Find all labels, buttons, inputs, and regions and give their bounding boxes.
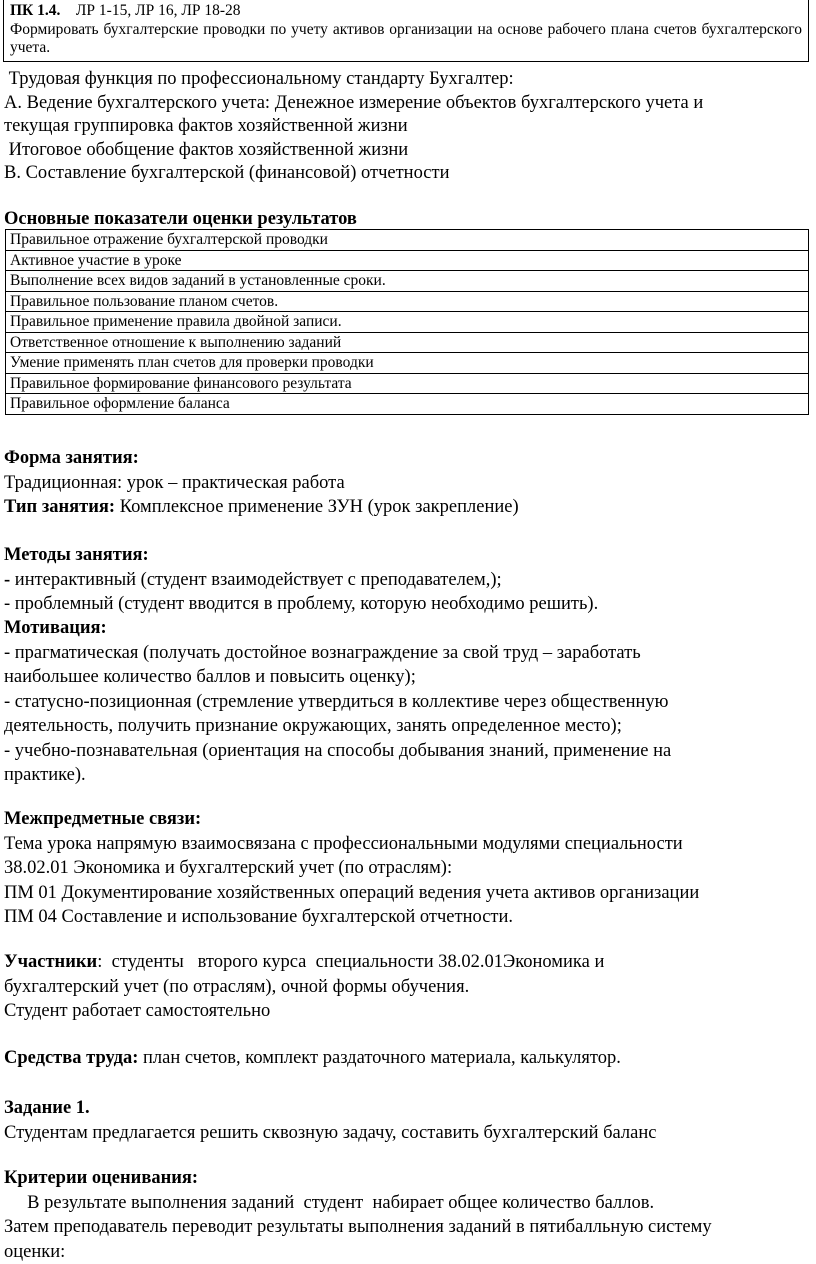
motivation-line: - прагматическая (получать достойное вознаграждение за свой труд – заработать [4,642,641,663]
lesson-form-value: Традиционная: урок – практическая работа [4,472,345,493]
lesson-type-line [4,495,814,520]
lesson-type-value: Комплексное применение ЗУН (урок закрепление) [115,497,519,517]
labor-function-line: Трудовая функция по профессиональному стандарту Бухгалтер: [4,69,514,89]
criteria-line: В результате выполнения заданий студент набирает общее количество баллов. [4,1192,655,1213]
motivation-line: практике). [4,765,86,785]
table-row [6,291,809,312]
participants-label: Участники [4,952,98,972]
participants-line [4,950,814,975]
criteria-line: Затем преподаватель переводит результаты выполнения заданий в пятибалльную систему [4,1217,712,1237]
tools-label: Средства труда: [4,1048,139,1068]
participants-line: Студент работает самостоятельно [4,1001,271,1021]
pk-box [3,0,809,62]
labor-function-line: Итоговое обобщение фактов хозяйственной жизни [4,139,409,160]
interdisciplinary-line: ПМ 01 Документирование хозяйственных операций ведения учета активов организации [4,882,700,903]
criteria-section [4,1166,814,1264]
tools-section [4,1046,814,1071]
table-cell: Правильное оформление баланса [6,394,809,415]
interdisciplinary-section [4,807,814,930]
motivation-section [4,616,814,788]
tools-line [4,1046,814,1071]
task-value: Студентам предлагается решить сквозную задачу, составить бухгалтерский баланс [4,1122,657,1143]
pk-code: ПК 1.4. [10,2,61,19]
table-cell: Правильное отражение бухгалтерской проводки [6,230,809,251]
lesson-form-section [4,446,814,520]
interdisciplinary-line: 38.02.01 Экономика и бухгалтерский учет (по отраслям): [4,858,453,878]
table-cell: Ответственное отношение к выполнению заданий [6,332,809,353]
interdisciplinary-line: Тема урока напрямую взаимосвязана с профессиональными модулями специальности [4,833,683,854]
pk-lr: ЛР 1-15, ЛР 16, ЛР 18-28 [75,2,241,19]
participants-section [4,950,814,1024]
task-heading: Задание 1. [4,1098,90,1118]
table-row [6,312,809,333]
methods-line: - проблемный (студент вводится в проблему, которую необходимо решить). [4,594,599,614]
lesson-type-label: Тип занятия: [4,497,116,517]
interdisciplinary-line: ПМ 04 Составление и использование бухгалтерской отчетности. [4,907,514,927]
participants-text: : студенты второго курса специальности 38.02.01Экономика и [97,952,605,972]
methods-heading: Методы занятия: [4,545,149,565]
table-row [6,271,809,292]
pk-description: Формировать бухгалтерские проводки по учету активов организации на основе рабочего плана счетов бухгалтерского учета. [10,20,802,56]
table-row [6,230,809,251]
motivation-line: - учебно-познавательная (ориентация на способы добывания знаний, применение на [4,740,672,761]
methods-dash: - [4,569,11,590]
task-section [4,1096,814,1145]
indicators-table [5,229,809,415]
motivation-line: - статусно-позиционная (стремление утвердиться в коллективе через общественную [4,691,669,712]
table-cell: Выполнение всех видов заданий в установленные сроки. [6,271,809,292]
table-cell: Умение применять план счетов для проверки проводки [6,353,809,374]
table-cell: Активное участие в уроке [6,250,809,271]
indicators-title: Основные показатели оценки результатов [4,209,357,229]
labor-function-line: В. Составление бухгалтерской (финансовой) отчетности [4,163,450,183]
lesson-form-heading: Форма занятия: [4,448,139,468]
motivation-line: деятельность, получить признание окружающих, занять определенное место); [4,716,622,736]
pk-header [10,2,802,21]
table-row [6,373,809,394]
table-row [6,332,809,353]
tools-value: план счетов, комплект раздаточного материала, калькулятор. [138,1048,621,1068]
table-cell: Правильное применение правила двойной записи. [6,312,809,333]
table-cell: Правильное формирование финансового результата [6,373,809,394]
table-row [6,250,809,271]
criteria-heading: Критерии оценивания: [4,1168,199,1188]
table-cell: Правильное пользование планом счетов. [6,291,809,312]
motivation-heading: Мотивация: [4,618,107,638]
methods-line [4,568,814,593]
labor-function-line: А. Ведение бухгалтерского учета: Денежное измерение объектов бухгалтерского учета и [4,92,704,113]
labor-function [4,68,814,186]
participants-line: бухгалтерский учет (по отраслям), очной формы обучения. [4,976,470,997]
interdisciplinary-heading: Межпредметные связи: [4,809,202,829]
methods-section [4,543,814,617]
labor-function-line: текущая группировка фактов хозяйственной жизни [4,116,408,136]
methods-line-text: интерактивный (студент взаимодействует с преподавателем,); [10,569,502,590]
table-row [6,353,809,374]
criteria-line: оценки: [4,1241,66,1262]
motivation-line: наибольшее количество баллов и повысить оценку); [4,667,416,687]
table-row [6,394,809,415]
